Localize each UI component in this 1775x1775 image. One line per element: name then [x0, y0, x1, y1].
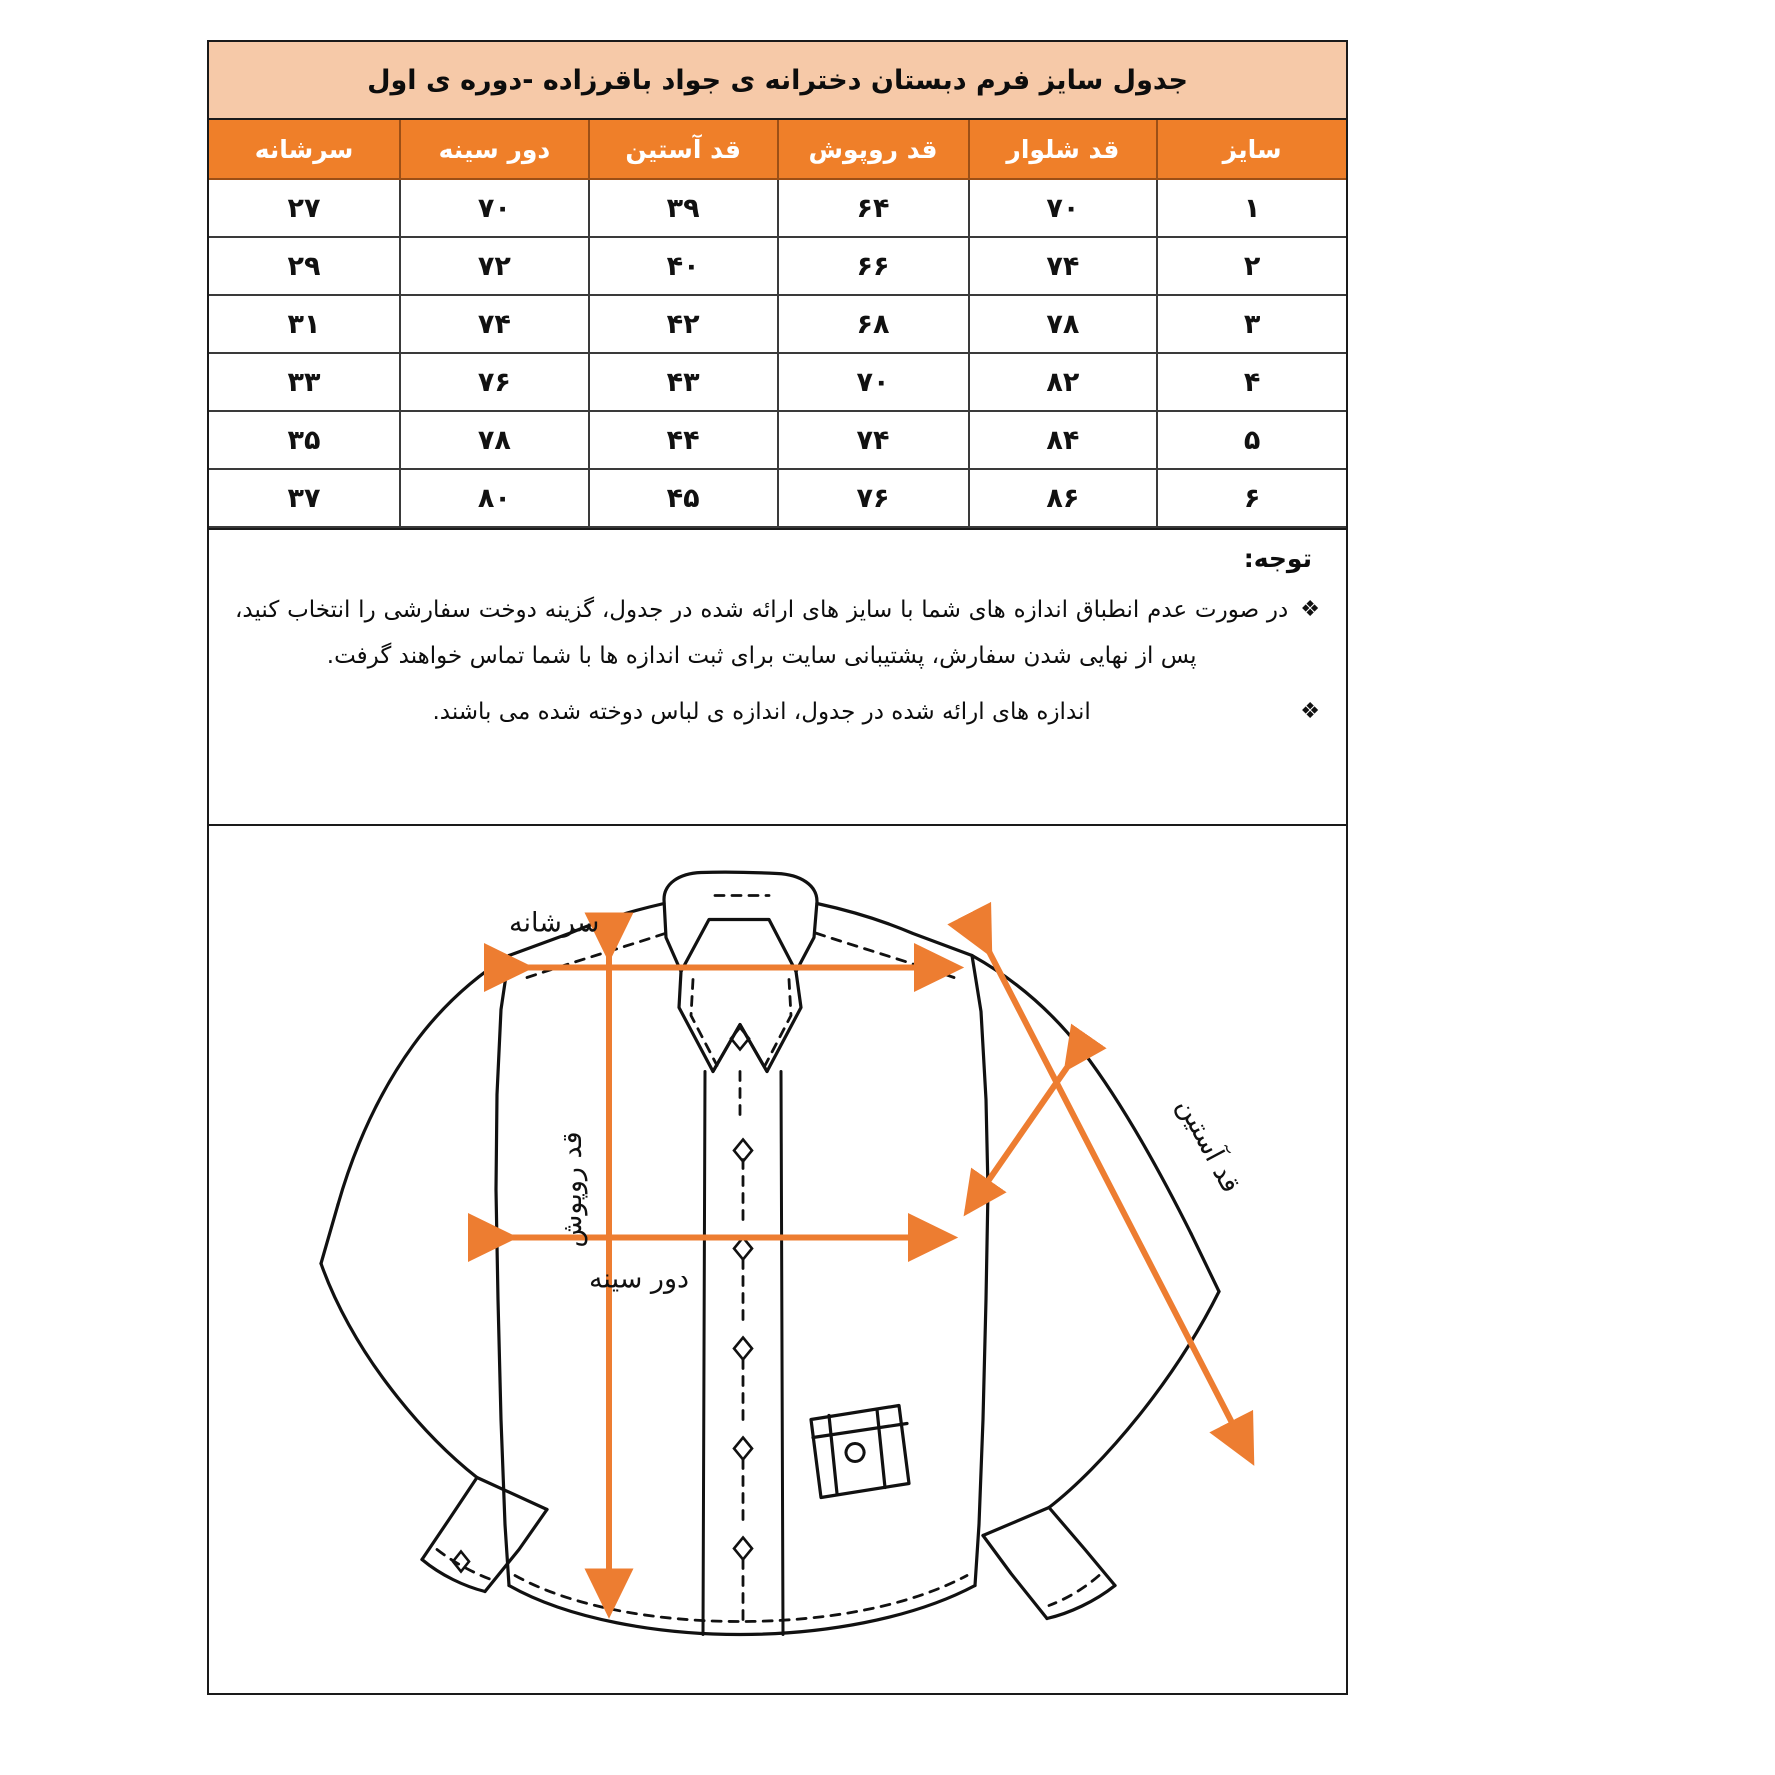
note-text-custom-tailoring: در صورت عدم انطباق اندازه های شما با سایز های ارائه شده در جدول، گزینه دوخت سفارشی را انتخاب کنید، پس از نهایی شدن سفارش، پشتیبانی سایت برای ثبت اندازه ها با شما تماس خواهند گرفت.: [235, 597, 1289, 669]
cell-chest: ۷۸: [400, 411, 589, 469]
cell-sleeve-length: ۴۰: [589, 237, 778, 295]
cell-tunic-length: ۶۴: [778, 179, 969, 237]
cell-shoulder: ۳۷: [209, 469, 400, 527]
cell-pants-length: ۷۰: [969, 179, 1158, 237]
shirt-diagram-svg: [209, 826, 1346, 1693]
cell-size: ۱: [1157, 179, 1346, 237]
cell-tunic-length: ۷۴: [778, 411, 969, 469]
shirt-measurement-diagram: [209, 826, 1346, 1693]
cell-tunic-length: ۷۶: [778, 469, 969, 527]
diamond-bullet-icon: ❖: [1300, 699, 1320, 724]
table-row: [209, 353, 1346, 411]
cell-sleeve-length: ۴۲: [589, 295, 778, 353]
notes-heading: توجه:: [1243, 544, 1312, 573]
cell-sleeve-length: ۴۴: [589, 411, 778, 469]
cell-sleeve-length: ۴۵: [589, 469, 778, 527]
cell-tunic-length: ۶۸: [778, 295, 969, 353]
column-header-size: سایز: [1157, 120, 1346, 179]
cell-sleeve-length: ۳۹: [589, 179, 778, 237]
arrow-sleeve-length: [989, 952, 1251, 1460]
cell-tunic-length: ۶۶: [778, 237, 969, 295]
arrow-armhole: [967, 1068, 1067, 1212]
cell-shoulder: ۳۳: [209, 353, 400, 411]
cell-chest: ۷۶: [400, 353, 589, 411]
cell-pants-length: ۷۴: [969, 237, 1158, 295]
shirt-outline: [321, 872, 1219, 1634]
label-shoulder: سرشانه: [509, 907, 600, 939]
shirt-stitching: [437, 896, 1099, 1622]
chart-title-bar: [209, 42, 1346, 120]
column-header-tunic-length: قد روپوش: [778, 120, 969, 179]
cell-tunic-length: ۷۰: [778, 353, 969, 411]
table-row: [209, 295, 1346, 353]
cell-shoulder: ۲۷: [209, 179, 400, 237]
table-row: [209, 411, 1346, 469]
cell-size: ۵: [1157, 411, 1346, 469]
cell-chest: ۷۲: [400, 237, 589, 295]
label-tunic-length: قد روپوش: [557, 1131, 588, 1248]
cell-chest: ۸۰: [400, 469, 589, 527]
column-header-chest: دور سینه: [400, 120, 589, 179]
cell-shoulder: ۳۵: [209, 411, 400, 469]
cell-size: ۲: [1157, 237, 1346, 295]
size-chart-page: [207, 40, 1348, 1695]
column-header-pants-length: قد شلوار: [969, 120, 1158, 179]
cell-chest: ۷۴: [400, 295, 589, 353]
cell-shoulder: ۲۹: [209, 237, 400, 295]
column-header-sleeve-length: قد آستین: [589, 120, 778, 179]
notes-section: [209, 528, 1346, 826]
table-row: [209, 237, 1346, 295]
cell-shoulder: ۳۱: [209, 295, 400, 353]
table-row: [209, 469, 1346, 527]
diamond-bullet-icon: ❖: [1300, 597, 1320, 622]
table-row: [209, 179, 1346, 237]
cell-chest: ۷۰: [400, 179, 589, 237]
cell-size: ۴: [1157, 353, 1346, 411]
cell-sleeve-length: ۴۳: [589, 353, 778, 411]
cell-pants-length: ۸۲: [969, 353, 1158, 411]
note-text-finished-garment: اندازه های ارائه شده در جدول، اندازه ی لباس دوخته شده می باشند.: [432, 699, 1091, 725]
list-item: [235, 689, 1320, 735]
column-header-shoulder: سرشانه: [209, 120, 400, 179]
cell-pants-length: ۸۴: [969, 411, 1158, 469]
cell-pants-length: ۷۸: [969, 295, 1158, 353]
cell-pants-length: ۸۶: [969, 469, 1158, 527]
cell-size: ۶: [1157, 469, 1346, 527]
size-table: [209, 120, 1346, 528]
table-header-row: [209, 120, 1346, 179]
list-item: [235, 587, 1320, 679]
cell-size: ۳: [1157, 295, 1346, 353]
page-title: جدول سایز فرم دبستان دخترانه ی جواد باقرزاده -دوره ی اول: [367, 64, 1188, 96]
label-chest: دور سینه: [588, 1263, 690, 1295]
label-sleeve-length: قد آستین: [1170, 1092, 1247, 1199]
